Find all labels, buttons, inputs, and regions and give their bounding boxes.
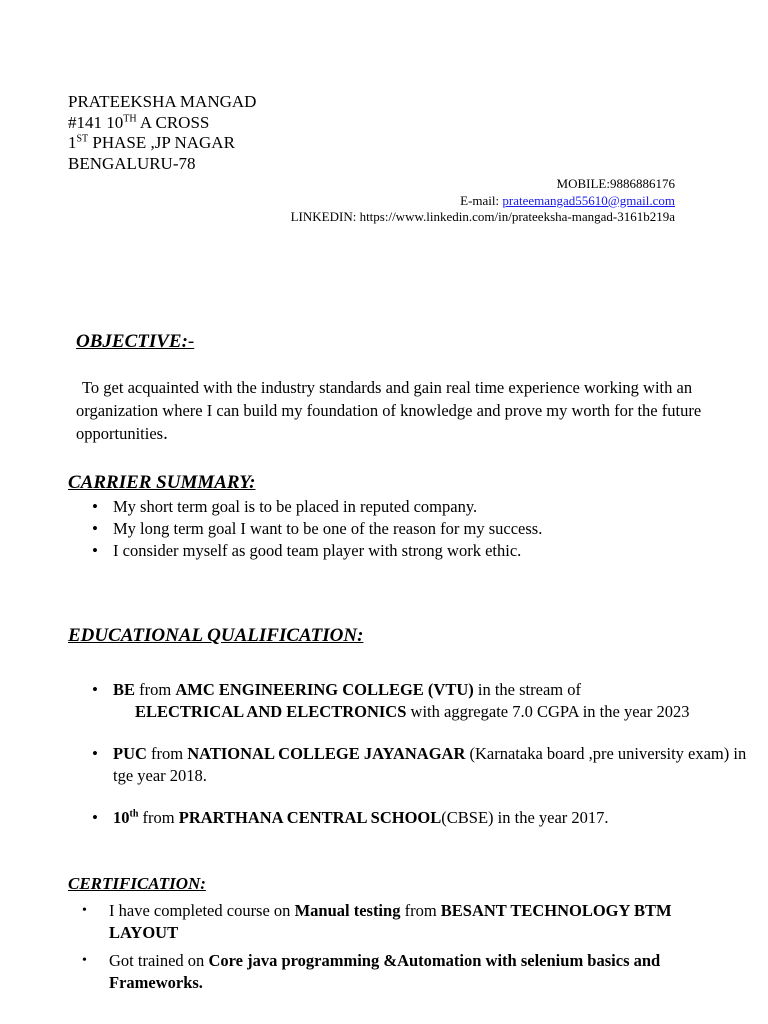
- address-line-2: 1ST PHASE ,JP NAGAR: [68, 133, 235, 152]
- certification-item-java: • Got trained on Core java programming &Automation with selenium basics and Frameworks.: [82, 950, 742, 994]
- email-link[interactable]: prateemangad55610@gmail.com: [502, 192, 675, 208]
- education-item-10th: • 10th from PRARTHANA CENTRAL SCHOOL(CBSE) in the year 2017.: [92, 807, 752, 829]
- candidate-name: PRATEEKSHA MANGAD: [68, 92, 257, 111]
- education-list: [92, 679, 752, 829]
- address-line-1: #141 10TH A CROSS: [68, 112, 210, 132]
- linkedin-line: LINKEDIN: https://www.linkedin.com/in/prateeksha-mangad-3161b219a: [290, 209, 675, 224]
- mobile-number: MOBILE:9886886176: [556, 176, 675, 191]
- email-line: E-mail: prateemangad55610@gmail.com: [460, 192, 675, 208]
- certification-item-manual-testing: • I have completed course on Manual testing from BESANT TECHNOLOGY BTM LAYOUT: [82, 900, 742, 944]
- education-item-puc: • PUC from NATIONAL COLLEGE JAYANAGAR (Karnataka board ,pre university exam) in tge year 2018.: [92, 743, 752, 786]
- education-heading: EDUCATIONAL QUALIFICATION:: [68, 625, 364, 646]
- certification-list: [82, 900, 742, 994]
- address-block: [68, 92, 256, 174]
- contact-block: [291, 176, 675, 226]
- summary-list: [92, 496, 542, 562]
- certification-heading: CERTIFICATION:: [68, 874, 206, 893]
- list-item: • My long term goal I want to be one of the reason for my success.: [92, 518, 542, 540]
- list-item: • My short term goal is to be placed in reputed company.: [92, 496, 542, 518]
- list-item: • I consider myself as good team player with strong work ethic.: [92, 540, 542, 562]
- address-line-3: BENGALURU-78: [68, 153, 196, 173]
- education-item-be: • BE from AMC ENGINEERING COLLEGE (VTU) in the stream of ELECTRICAL AND ELECTRONICS with aggregate 7.0 CGPA in the year 2023: [92, 679, 752, 722]
- objective-text: To get acquainted with the industry standards and gain real time experience working with an organization where I can build my foundation of knowledge and prove my worth for the future opportunities.: [76, 378, 702, 444]
- summary-heading: CARRIER SUMMARY:: [68, 472, 256, 493]
- objective-heading: OBJECTIVE:-: [76, 331, 195, 352]
